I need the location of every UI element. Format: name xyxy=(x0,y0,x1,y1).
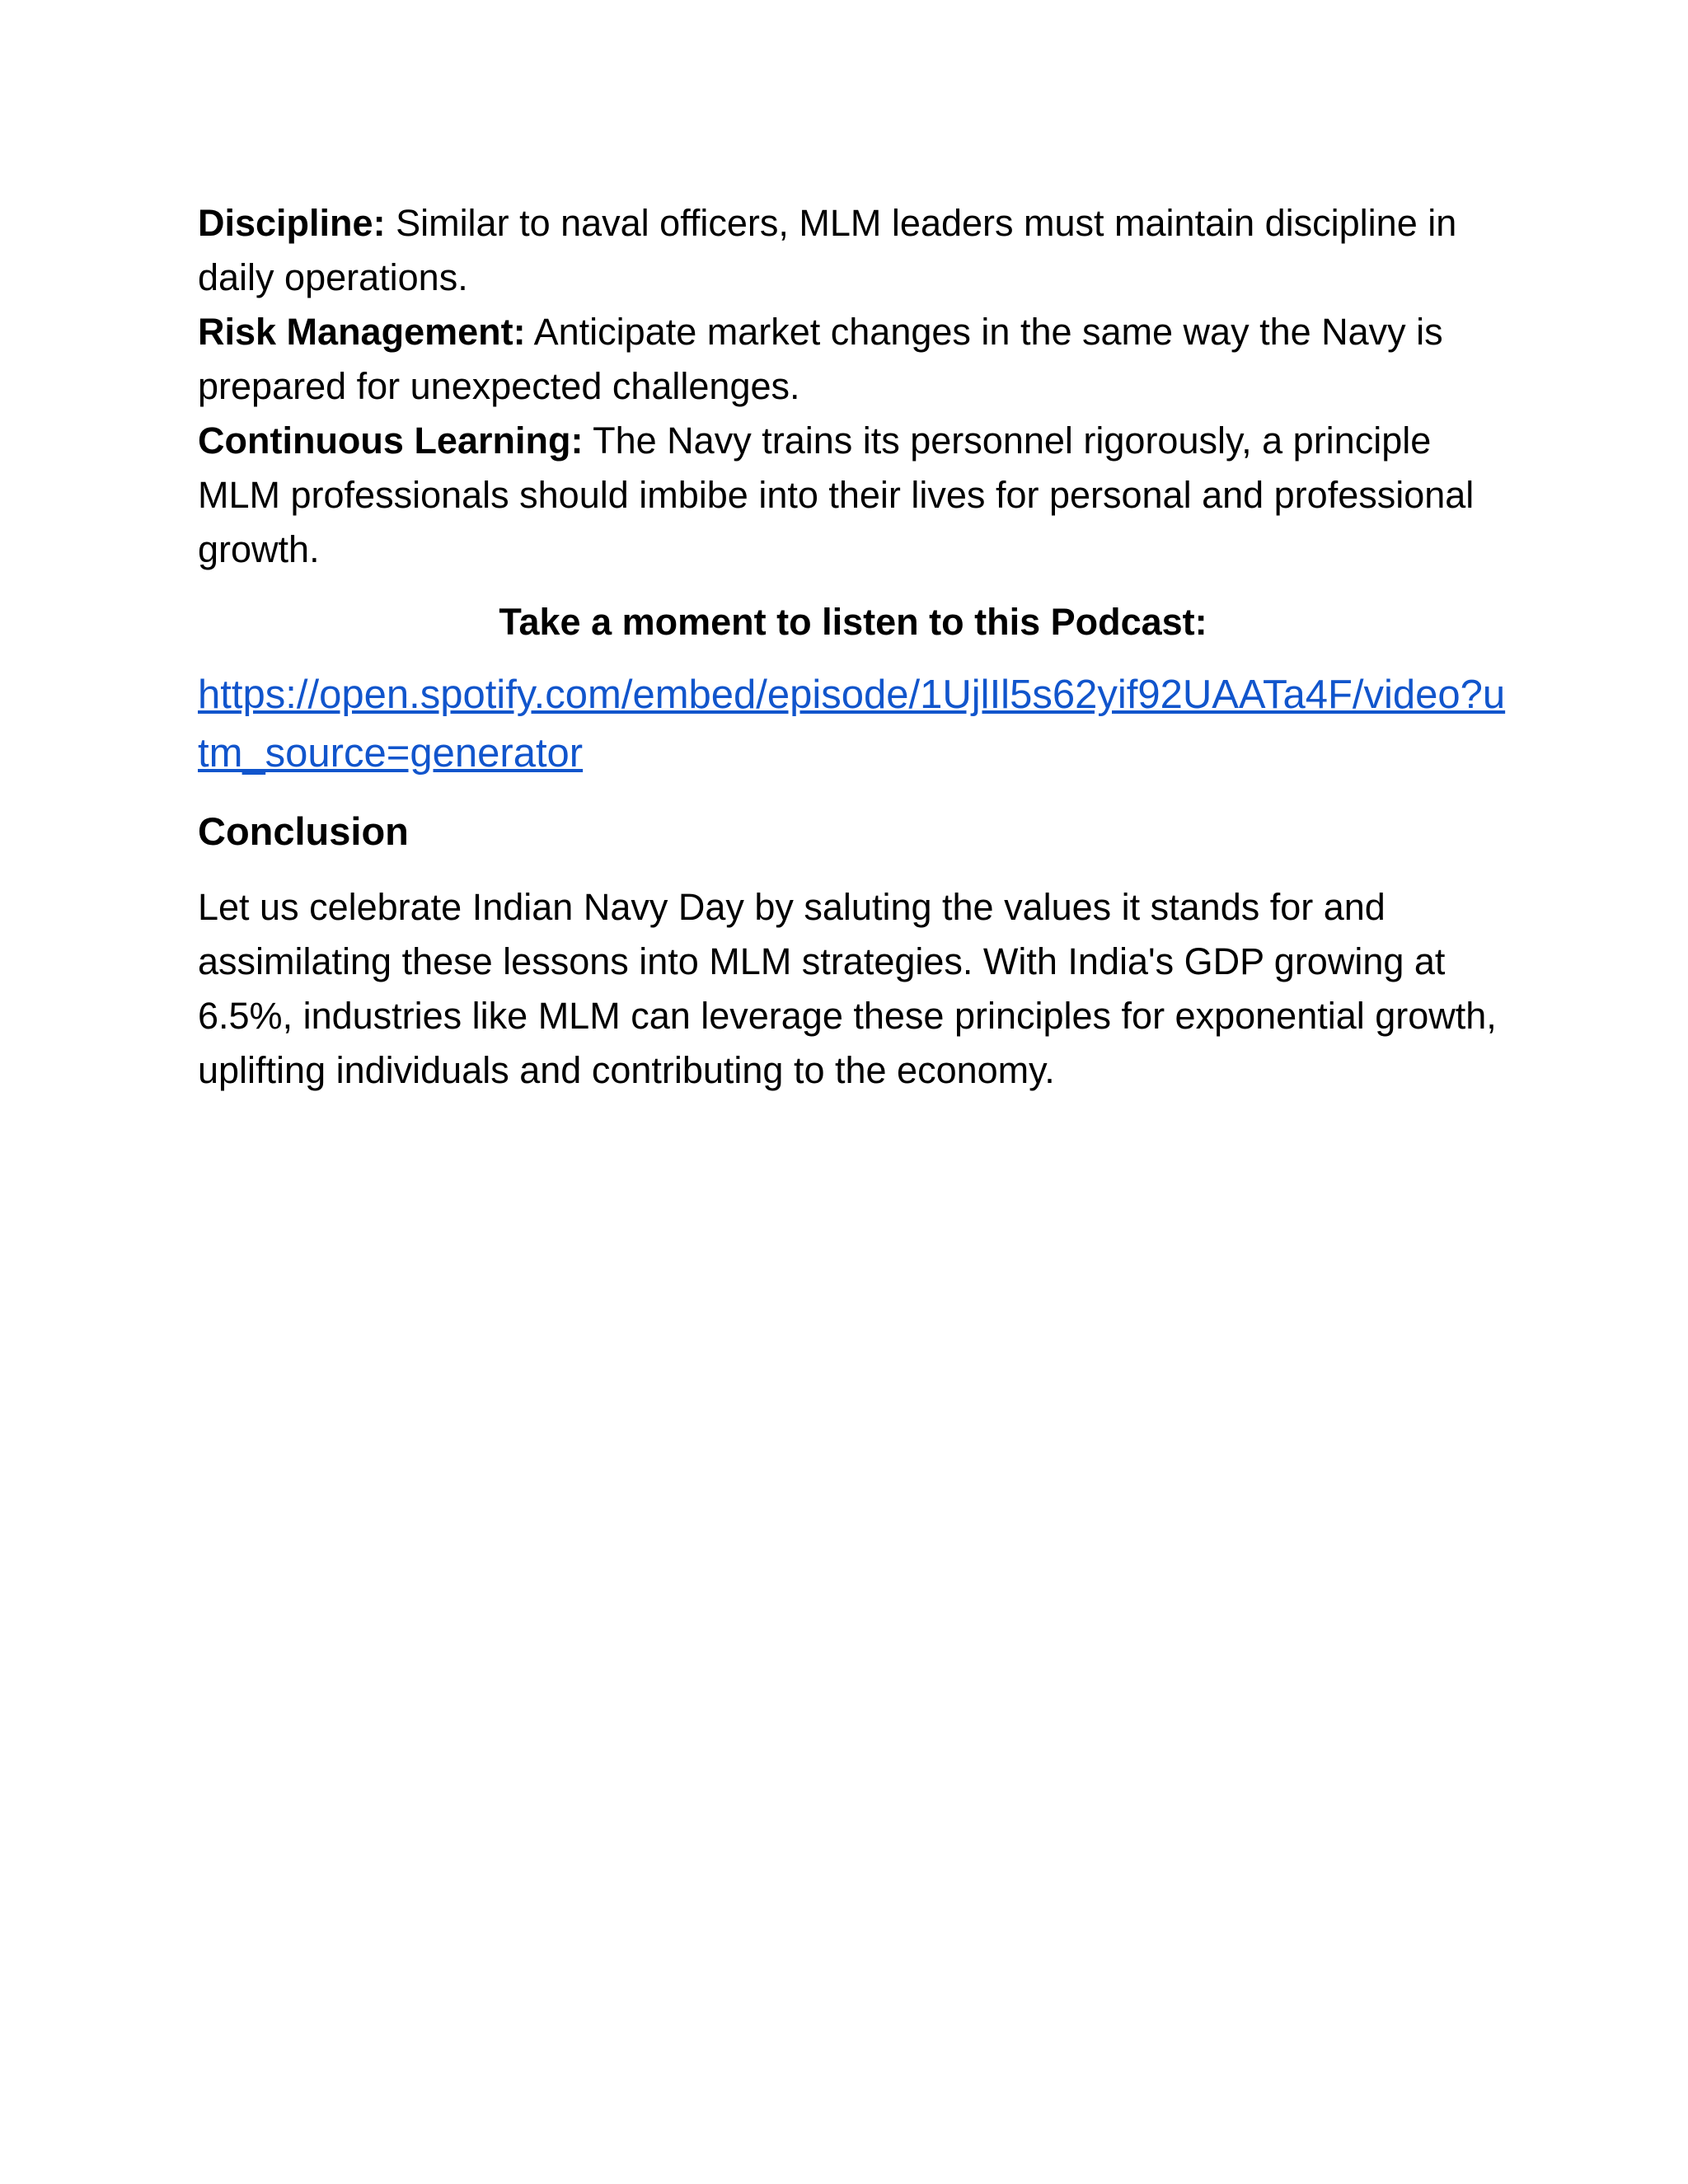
point-text: The Navy trains its personnel rigorously, a principle MLM professionals should imbibe into their lives for personal and professional growth. xyxy=(198,419,1475,570)
conclusion-text: Let us celebrate Indian Navy Day by saluting the values it stands for and assimilating these lessons into MLM strategies. With India's GDP growing at 6.5%, industries like MLM can leverage these principles for exponential growth, uplifting individuals and contributing to the economy. xyxy=(198,886,1497,1091)
document-page xyxy=(198,196,1508,1098)
point-discipline xyxy=(198,196,1508,305)
point-label: Discipline: xyxy=(198,202,386,244)
point-risk-management xyxy=(198,305,1508,414)
point-label: Risk Management: xyxy=(198,311,526,353)
conclusion-heading: Conclusion xyxy=(198,809,409,853)
point-text: Similar to naval officers, MLM leaders must maintain discipline in daily operations. xyxy=(198,202,1457,298)
podcast-heading: Take a moment to listen to this Podcast: xyxy=(499,601,1207,643)
point-continuous-learning xyxy=(198,414,1508,577)
point-label: Continuous Learning: xyxy=(198,419,584,462)
podcast-link[interactable]: https://open.spotify.com/embed/episode/1UjlIl5s62yif92UAATa4F/video?utm_source=generator xyxy=(198,673,1506,776)
point-text: Anticipate market changes in the same way the Navy is prepared for unexpected challenges. xyxy=(198,311,1443,407)
